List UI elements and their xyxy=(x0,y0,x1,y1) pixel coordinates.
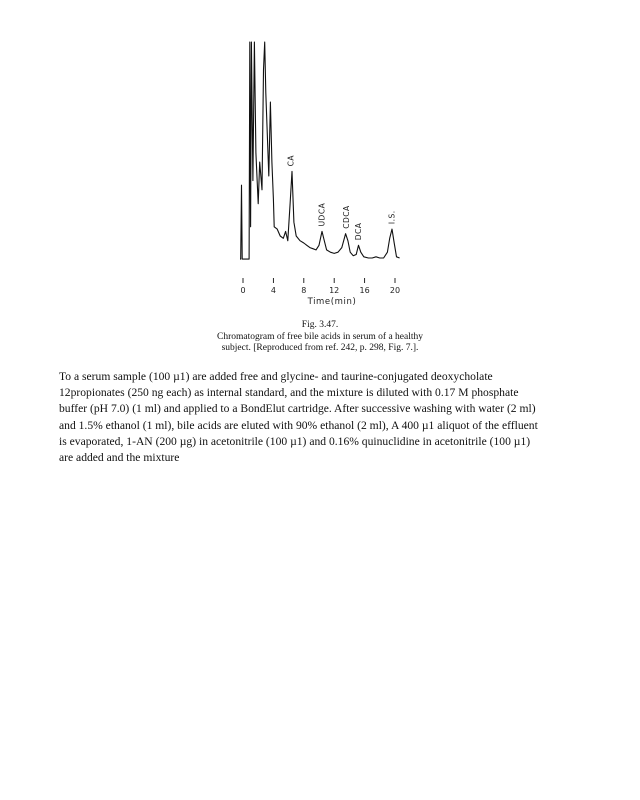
x-tick-label: 12 xyxy=(329,286,340,295)
chromatogram-chart xyxy=(226,36,412,312)
peak-label: CA xyxy=(286,154,296,167)
x-tick-label: 20 xyxy=(389,286,401,295)
peak-label: I.S. xyxy=(387,210,397,225)
body-line: buffer (pH 7.0) (1 ml) and applied to a BondElut cartridge. After successive washing with water (2 ml) xyxy=(59,402,536,416)
x-tick-label: 4 xyxy=(270,286,276,295)
figure-caption xyxy=(150,320,490,355)
x-tick-label: 8 xyxy=(301,286,307,295)
x-tick-label: 0 xyxy=(240,286,246,295)
body-line: is evaporated, 1-AN (200 µg) in acetonitrile (100 µ1) and 0.16% quinuclidine in acetonitrile (100 µ1) xyxy=(59,434,531,448)
x-axis-title: Time(min) xyxy=(307,297,357,307)
caption-line-1: Chromatogram of free bile acids in serum of a healthy xyxy=(216,331,424,342)
peak-label: CDCA xyxy=(341,205,351,229)
body-line: To a serum sample (100 µ1) are added free and glycine- and taurine-conjugated deoxycholate xyxy=(59,370,493,383)
body-line: are added and the mixture xyxy=(59,451,180,465)
body-line: and 1.5% ethanol (1 ml), bile acids are eluted with 90% ethanol (2 ml), A 400 µ1 aliquot of the effluent xyxy=(59,418,538,432)
figure-number: Fig. 3.47. xyxy=(301,320,339,330)
body-line: 12propionates (250 ng each) as internal standard, and the mixture is diluted with 0.17 M phosphate xyxy=(59,386,519,400)
peak-label: UDCA xyxy=(317,202,327,227)
caption-line-2: subject. [Reproduced from ref. 242, p. 298, Fig. 7.]. xyxy=(221,343,419,353)
x-tick-label: 16 xyxy=(359,286,370,295)
peak-label: DCA xyxy=(354,222,364,241)
body-paragraph xyxy=(59,369,599,466)
